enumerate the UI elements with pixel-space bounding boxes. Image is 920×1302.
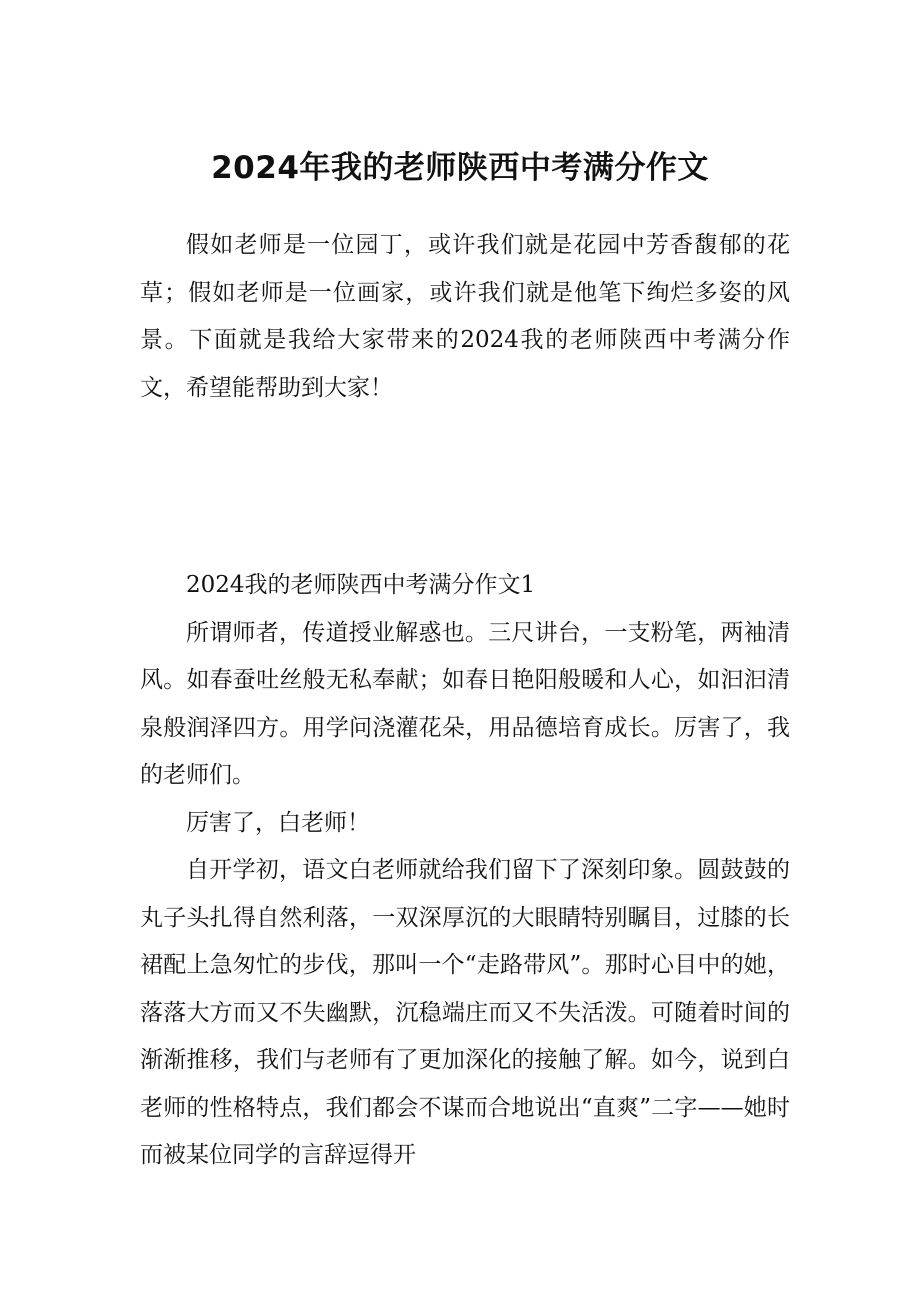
document-title: 2024年我的老师陕西中考满分作文 [211, 150, 709, 186]
essay-paragraph: 所谓师者，传道授业解惑也。三尺讲台，一支粉笔，两袖清风。如春蚕吐丝般无私奉献；如春日艳阳般暖和人心，如汩汩清泉般润泽四方。用学问浇灌花朵，用品德培育成长。厉害了，我的老师们。 [140, 619, 790, 788]
essay-paragraph: 厉害了，白老师！ [186, 809, 370, 836]
section-heading: 2024我的老师陕西中考满分作文1 [186, 572, 536, 598]
intro-paragraph: 假如老师是一位园丁，或许我们就是花园中芳香馥郁的花草；假如老师是一位画家，或许我们就是他笔下绚烂多姿的风景。下面就是我给大家带来的2024我的老师陕西中考满分作文，希望能帮助到大家！ [140, 232, 790, 401]
essay-paragraph: 自开学初，语文白老师就给我们留下了深刻印象。圆鼓鼓的丸子头扎得自然利落，一双深厚沉的大眼睛特别瞩目，过膝的长裙配上急匆忙的步伐，那叫一个“走路带风”。那时心目中的她，落落大方而又不失幽默，沉稳端庄而又不失活泼。可随着时间的渐渐推移，我们与老师有了更加深化的接触了解。如今，说到白老师的性格特点，我们都会不谋而合地说出“直爽”二字——她时而被某位同学的言辞逗得开 [140, 857, 790, 1168]
essay-body [140, 562, 790, 1180]
intro-block [140, 222, 790, 412]
